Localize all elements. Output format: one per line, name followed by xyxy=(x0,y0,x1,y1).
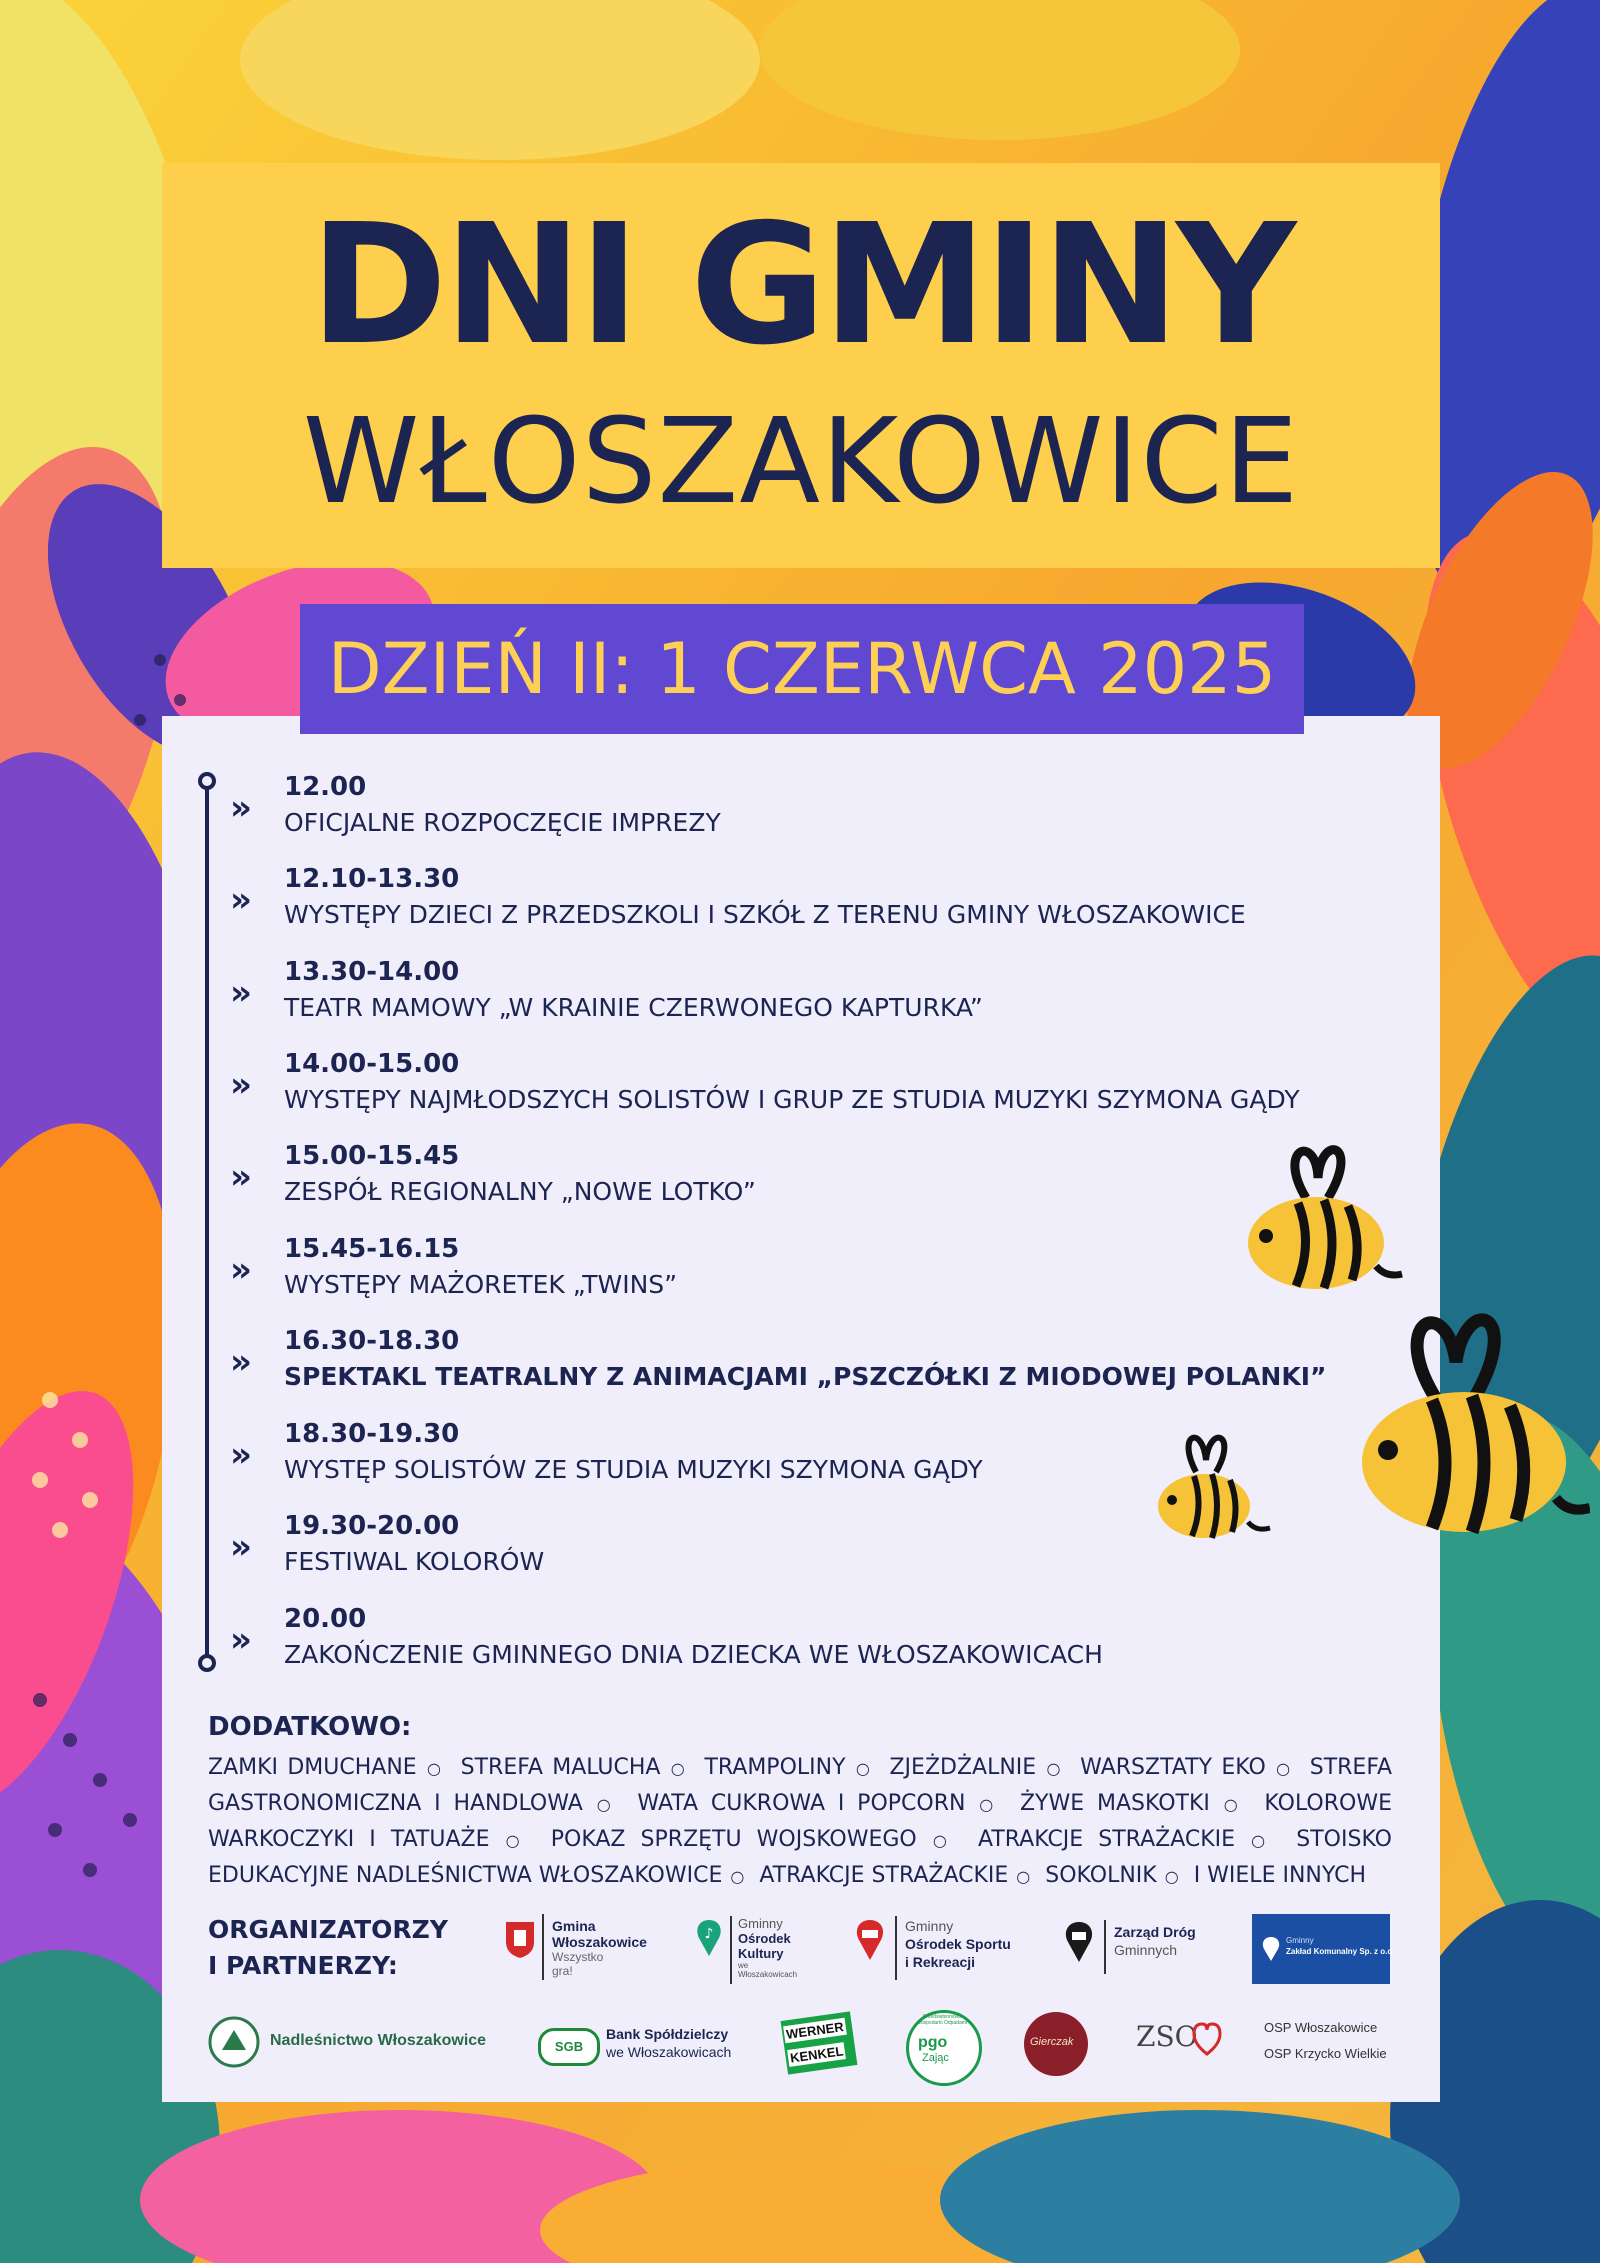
extra-item: ATRAKCJE STRAŻACKIE xyxy=(759,1863,1009,1888)
schedule-time: 18.30-19.30 xyxy=(284,1419,460,1449)
logo-zaklad-komunalny: Gminny Zakład Komunalny Sp. z o.o. xyxy=(1252,1914,1390,1984)
chevron-right-icon: » xyxy=(230,1527,252,1567)
schedule-time: 19.30-20.00 xyxy=(284,1511,460,1541)
schedule-desc: SPEKTAKL TEATRALNY Z ANIMACJAMI „PSZCZÓŁKI Z MIODOWEJ POLANKI” xyxy=(284,1362,1327,1391)
schedule-time: 12.00 xyxy=(284,772,367,802)
chevron-right-icon: » xyxy=(230,973,252,1013)
schedule-time: 13.30-14.00 xyxy=(284,957,460,987)
schedule-item xyxy=(230,1232,1410,1312)
logo-zarzad-drog: Zarząd Dróg Gminnych xyxy=(1062,1920,1212,1980)
schedule-desc: TEATR MAMOWY „W KRAINIE CZERWONEGO KAPTURKA” xyxy=(284,993,983,1022)
extra-item: TRAMPOLINY xyxy=(704,1755,846,1780)
schedule-desc: ZESPÓŁ REGIONALNY „NOWE LOTKO” xyxy=(284,1177,756,1206)
title-main: DNI GMINY xyxy=(309,189,1293,382)
logo-gosir: Gminny Ośrodek Sportu i Rekreacji xyxy=(853,1916,1023,1982)
coat-of-arms-icon xyxy=(504,1920,536,1960)
schedule-time: 20.00 xyxy=(284,1604,367,1634)
schedule-time: 14.00-15.00 xyxy=(284,1049,460,1079)
schedule-desc: WYSTĘPY DZIECI Z PRZEDSZKOLI I SZKÓŁ Z TERENU GMINY WŁOSZAKOWICE xyxy=(284,900,1246,929)
sport-pin-icon xyxy=(853,1918,887,1962)
extra-heading: DODATKOWO: xyxy=(208,1712,412,1742)
logo-sgb: SGB Bank Spółdzielczy we Włoszakowicach xyxy=(538,2020,748,2070)
schedule-item xyxy=(230,1324,1410,1404)
logo-nadlesnictwo: Nadleśnictwo Włoszakowice xyxy=(208,2016,498,2072)
svg-text:♪: ♪ xyxy=(704,1926,714,1942)
schedule-desc: FESTIWAL KOLORÓW xyxy=(284,1547,545,1576)
schedule-item xyxy=(230,862,1410,942)
extra-item: STREFA MALUCHA xyxy=(460,1755,661,1780)
heart-cross-icon xyxy=(1190,2020,1224,2060)
organizers-heading xyxy=(208,1912,468,1984)
schedule-time: 16.30-18.30 xyxy=(284,1326,460,1356)
schedule-item xyxy=(230,955,1410,1035)
pin-icon xyxy=(1260,1936,1282,1962)
chevron-right-icon: » xyxy=(230,1250,252,1290)
schedule-time: 15.45-16.15 xyxy=(284,1234,460,1264)
music-pin-icon xyxy=(694,1918,724,1958)
chevron-right-icon: » xyxy=(230,788,252,828)
extra-item: WARSZTATY EKO xyxy=(1080,1755,1266,1780)
bee-illustration xyxy=(1346,1302,1590,1546)
extra-item: KOLOROWE WARKOCZYKI I TATUAŻE xyxy=(208,1791,1393,1852)
schedule-desc: WYSTĘPY MAŻORETEK „TWINS” xyxy=(284,1270,678,1299)
timeline-start-dot xyxy=(198,772,216,790)
schedule-time: 12.10-13.30 xyxy=(284,864,460,894)
schedule-desc: OFICJALNE ROZPOCZĘCIE IMPREZY xyxy=(284,808,721,837)
date-banner: DZIEŃ II: 1 CZERWCA 2025 xyxy=(300,604,1304,734)
timeline-line xyxy=(205,778,209,1664)
extra-list: ZAMKI DMUCHANE ○ STREFA MALUCHA ○ TRAMPOLINY ○ ZJEŻDŻALNIE ○ WARSZTATY EKO ○ STREFA GASTRONOMICZNA I HANDLOWA ○ WATA CUKROWA I POPCORN ○ ŻYWE MASKOTKI ○ KOLOROWE WARKOCZYKI I TATUAŻE ○ POKAZ SPRZĘTU WOJSKOWEGO ○ ATRAKCJE STRAŻACKIE ○ STOISKO EDUKACYJNE NADLEŚNICTWA WŁOSZAKOWICE ○ ATRAKCJE STRAŻACKIE ○ SOKOLNIK ○ I WIELE INNYCH xyxy=(208,1755,1393,1888)
logo-osp: OSP Włoszakowice OSP Krzycko Wielkie xyxy=(1264,2020,1387,2061)
schedule-time: 15.00-15.45 xyxy=(284,1141,460,1171)
schedule-desc: ZAKOŃCZENIE GMINNEGO DNIA DZIECKA WE WŁOSZAKOWICACH xyxy=(284,1640,1103,1669)
chevron-right-icon: » xyxy=(230,1342,252,1382)
extra-item: ZAMKI DMUCHANE xyxy=(208,1755,417,1780)
road-pin-icon xyxy=(1062,1920,1096,1964)
schedule-desc: WYSTĘPY NAJMŁODSZYCH SOLISTÓW I GRUP ZE STUDIA MUZYKI SZYMONA GĄDY xyxy=(284,1085,1300,1114)
schedule-item xyxy=(230,770,1410,850)
schedule-item xyxy=(230,1047,1410,1127)
title-subtitle: WŁOSZAKOWICE xyxy=(302,392,1300,530)
extra-item: SOKOLNIK xyxy=(1045,1863,1157,1888)
organizers-heading-line1: ORGANIZATORZY xyxy=(208,1915,448,1944)
extra-item: STREFA GASTRONOMICZNA I HANDLOWA xyxy=(208,1755,1393,1816)
logo-gmina-wloszakowice: Gmina Włoszakowice Wszystko gra! xyxy=(504,1916,664,1986)
title-box xyxy=(162,163,1440,568)
chevron-right-icon: » xyxy=(230,1620,252,1660)
chevron-right-icon: » xyxy=(230,1157,252,1197)
logo-werner-kenkel: WERNER KENKEL xyxy=(778,2008,862,2078)
chevron-right-icon: » xyxy=(230,1065,252,1105)
logo-zso: ZSO xyxy=(1128,2014,1228,2074)
bee-illustration xyxy=(1236,1138,1406,1298)
extra-item: I WIELE INNYCH xyxy=(1193,1863,1367,1888)
schedule-item xyxy=(230,1139,1410,1219)
extra-item: WATA CUKROWA I POPCORN xyxy=(637,1791,966,1816)
extra-item: ŻYWE MASKOTKI xyxy=(1019,1791,1210,1816)
organizers-heading-line2: I PARTNERZY: xyxy=(208,1951,398,1980)
extra-item: ZJEŻDŻALNIE xyxy=(889,1755,1037,1780)
extra-item: ATRAKCJE STRAŻACKIE xyxy=(978,1827,1236,1852)
chevron-right-icon: » xyxy=(230,880,252,920)
bee-illustration xyxy=(1152,1430,1272,1546)
extra-item: STOISKO EDUKACYJNE NADLEŚNICTWA WŁOSZAKOWICE xyxy=(208,1827,1392,1888)
schedule-item xyxy=(230,1602,1410,1682)
logo-gok: ♪ Gminny Ośrodek Kultury we Włoszakowicach xyxy=(694,1916,834,1988)
timeline-end-dot xyxy=(198,1654,216,1672)
forest-emblem-icon xyxy=(208,2016,260,2068)
schedule-desc: WYSTĘP SOLISTÓW ZE STUDIA MUZYKI SZYMONA GĄDY xyxy=(284,1455,983,1484)
extra-item: POKAZ SPRZĘTU WOJSKOWEGO xyxy=(550,1827,917,1852)
chevron-right-icon: » xyxy=(230,1435,252,1475)
logo-gierczak: Gierczak xyxy=(1024,2012,1092,2080)
logo-pgo: Przedsiębiorstwo Gospodarki Odpadami pgo Zając xyxy=(904,2008,986,2084)
